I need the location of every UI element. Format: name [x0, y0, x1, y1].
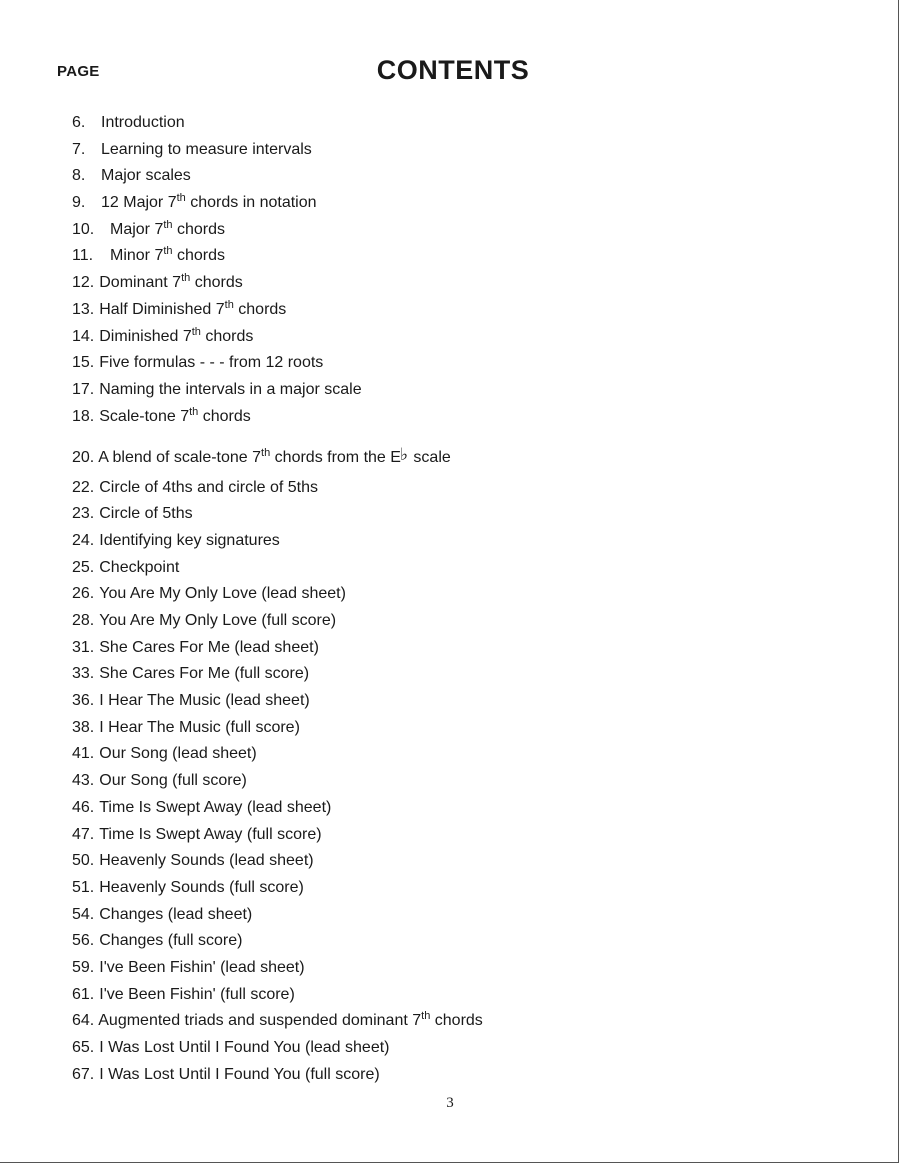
- toc-entry-title: Heavenly Sounds (full score): [99, 878, 304, 896]
- toc-entry: [72, 193, 483, 220]
- toc-page-number: 54.: [72, 905, 95, 923]
- toc-entry: [72, 1065, 483, 1092]
- toc-entry: [72, 798, 483, 825]
- toc-entry: [72, 905, 483, 932]
- toc-page-number: 9.: [72, 194, 86, 212]
- toc-entry-title: Diminished 7th chords: [99, 325, 254, 345]
- toc-entry: [72, 958, 483, 985]
- toc-page-number: 59.: [72, 958, 95, 976]
- toc-entry: [72, 664, 483, 691]
- toc-entry-title: Half Diminished 7th chords: [99, 298, 287, 318]
- toc-entry-title: I Hear The Music (full score): [99, 718, 300, 736]
- toc-page-number: 11.: [72, 247, 94, 265]
- toc-page-number: 14.: [72, 327, 95, 345]
- toc-entry: [72, 246, 483, 273]
- toc-entry: [72, 878, 483, 905]
- toc-entry-title: I've Been Fishin' (lead sheet): [99, 958, 305, 976]
- toc-entry: [72, 273, 483, 300]
- toc-entry-title: Learning to measure intervals: [101, 140, 312, 158]
- toc-page-number: 23.: [72, 505, 95, 523]
- toc-entry: [72, 327, 483, 354]
- toc-page-number: 15.: [72, 354, 95, 372]
- toc-entry-title: Changes (lead sheet): [99, 905, 253, 923]
- toc-entry-title: You Are My Only Love (lead sheet): [99, 585, 346, 603]
- toc-entry: [72, 407, 483, 444]
- toc-entry-title: You Are My Only Love (full score): [99, 612, 337, 629]
- toc-entry-title: Five formulas - - - from 12 roots: [99, 354, 324, 372]
- toc-page-number: 8.: [72, 167, 86, 185]
- toc-entry-title: Our Song (full score): [99, 772, 247, 790]
- toc-entry-title: Major 7th chords: [110, 218, 226, 238]
- toc-entry-title: Augmented triads and suspended dominant 7th chords: [98, 1010, 483, 1030]
- toc-entry: [72, 353, 483, 380]
- toc-entry-title: I Was Lost Until I Found You (full score): [99, 1065, 380, 1083]
- table-of-contents: [72, 113, 483, 1091]
- toc-page-number: 20.: [72, 448, 95, 466]
- toc-entry: [72, 1038, 483, 1065]
- toc-page-number: 31.: [72, 638, 95, 656]
- toc-entry-title: Heavenly Sounds (lead sheet): [99, 852, 314, 870]
- toc-entry: [72, 744, 483, 771]
- toc-entry: [72, 444, 483, 478]
- toc-page-number: 17.: [72, 380, 95, 398]
- toc-entry-title: Scale-tone 7th chords: [99, 405, 251, 425]
- toc-entry-title: She Cares For Me (full score): [99, 665, 310, 683]
- toc-page-number: 25.: [72, 558, 95, 576]
- toc-entry: [72, 718, 483, 745]
- toc-page-number: 33.: [72, 665, 95, 683]
- toc-page-number: 38.: [72, 718, 95, 736]
- toc-entry-title: Circle of 4ths and circle of 5ths: [99, 478, 319, 496]
- toc-entry-title: Checkpoint: [99, 558, 180, 576]
- toc-page-number: 7.: [72, 140, 86, 158]
- toc-page-number: 10.: [72, 220, 95, 238]
- toc-page-number: 47.: [72, 825, 95, 843]
- toc-entry-title: Identifying key signatures: [99, 531, 280, 549]
- toc-page-number: 51.: [72, 878, 95, 896]
- toc-entry-title: She Cares For Me (lead sheet): [99, 638, 319, 656]
- toc-entry: [72, 771, 483, 798]
- toc-entry: [72, 504, 483, 531]
- page-title: CONTENTS: [376, 55, 530, 85]
- page-column-label: PAGE: [57, 63, 100, 80]
- toc-entry-title: 12 Major 7th chords in notation: [101, 192, 317, 212]
- toc-entry: [72, 584, 483, 611]
- toc-entry: [72, 851, 483, 878]
- toc-entry-title: Dominant 7th chords: [99, 272, 243, 292]
- toc-page-number: 41.: [72, 745, 95, 763]
- toc-page-number: 22.: [72, 478, 95, 496]
- toc-page-number: 64.: [72, 1012, 95, 1030]
- toc-entry: [72, 113, 483, 140]
- footer-page-number: 3: [446, 1095, 454, 1111]
- toc-entry-title: Time Is Swept Away (full score): [99, 825, 322, 843]
- toc-entry-title: Time Is Swept Away (lead sheet): [99, 798, 332, 816]
- toc-entry: [72, 638, 483, 665]
- toc-page-number: 65.: [72, 1039, 95, 1056]
- toc-page-number: 61.: [72, 985, 95, 1003]
- toc-page-number: 28.: [72, 612, 95, 629]
- toc-entry-title: I Hear The Music (lead sheet): [99, 692, 310, 710]
- toc-page-number: 13.: [72, 300, 95, 318]
- toc-entry-title: Changes (full score): [99, 932, 243, 950]
- toc-entry-title: Naming the intervals in a major scale: [99, 380, 362, 398]
- toc-page-number: 18.: [72, 407, 95, 425]
- toc-entry-title: A blend of scale-tone 7th chords from the E♭ scale: [98, 444, 451, 466]
- toc-entry: [72, 531, 483, 558]
- toc-entry-title: Introduction: [101, 114, 185, 131]
- toc-page-number: 12.: [72, 274, 95, 292]
- toc-entry: [72, 931, 483, 958]
- toc-entry: [72, 300, 483, 327]
- toc-page-number: 36.: [72, 692, 95, 710]
- toc-entry: [72, 825, 483, 852]
- toc-entry-title: I Was Lost Until I Found You (lead sheet): [99, 1039, 390, 1056]
- toc-entry: [72, 1011, 483, 1038]
- toc-entry-title: Our Song (lead sheet): [99, 745, 257, 763]
- toc-entry: [72, 691, 483, 718]
- toc-entry: [72, 380, 483, 407]
- toc-entry: [72, 611, 483, 638]
- toc-page-number: 6.: [72, 114, 86, 131]
- flat-sign-icon: ♭: [399, 444, 408, 464]
- toc-entry-title: Major scales: [101, 167, 191, 185]
- toc-entry: [72, 166, 483, 193]
- toc-page-number: 24.: [72, 531, 95, 549]
- toc-entry: [72, 220, 483, 247]
- toc-entry: [72, 558, 483, 585]
- toc-page-number: 26.: [72, 585, 95, 603]
- toc-page-number: 56.: [72, 932, 95, 950]
- toc-page-number: 46.: [72, 798, 95, 816]
- toc-entry-title: Minor 7th chords: [110, 245, 226, 265]
- toc-entry: [72, 478, 483, 505]
- toc-entry: [72, 140, 483, 167]
- toc-entry-title: Circle of 5ths: [99, 505, 193, 523]
- toc-page-number: 43.: [72, 772, 95, 790]
- toc-page-number: 67.: [72, 1065, 95, 1083]
- toc-page-number: 50.: [72, 852, 95, 870]
- toc-entry: [72, 985, 483, 1012]
- toc-entry-title: I've Been Fishin' (full score): [99, 985, 295, 1003]
